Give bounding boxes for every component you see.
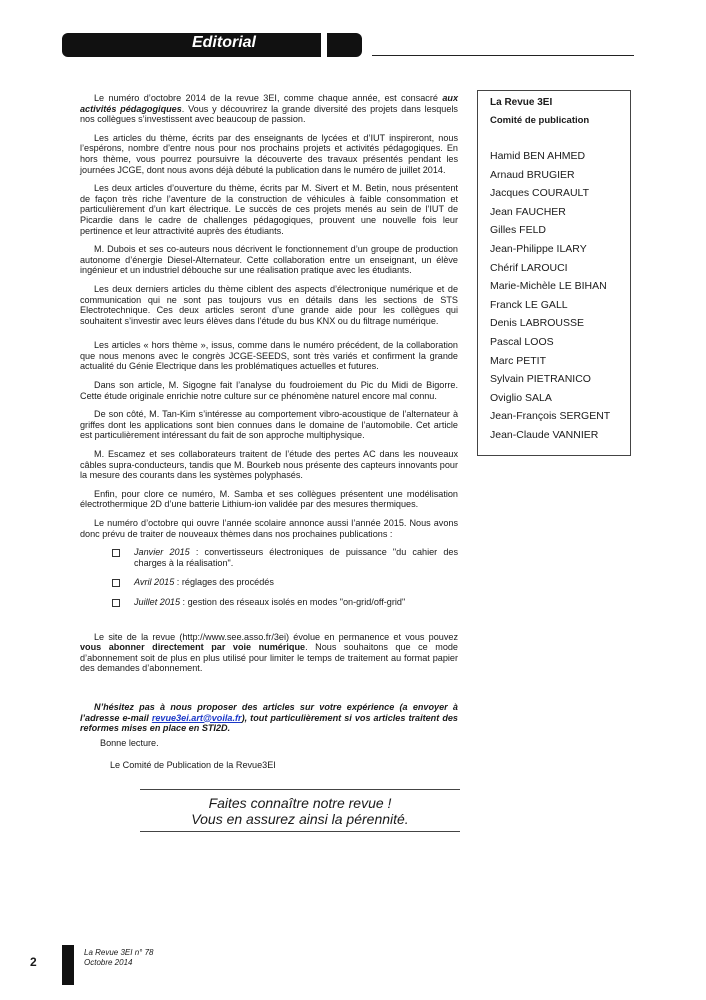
paragraph: Le numéro d’octobre qui ouvre l’année scolaire annonce aussi l’année 2015. Nous avons donc prévu de traiter de nouveaux thèmes dans nos prochaines publications : bbox=[80, 518, 458, 539]
slogan-rule-bottom bbox=[140, 831, 460, 832]
paragraph: Les deux derniers articles du thème ciblent des aspects d’électronique numérique et de communication qui ne sont pas toujours vus en détails dans les sections de STS Electrotechnique. Ces deux articles seront d’une grande aide pour les collègues qui souhaitent s’investir avec leurs élèves dans l’étude du bus KNX ou du filtrage numérique. bbox=[80, 283, 458, 326]
committee-member: Marc PETIT bbox=[490, 354, 547, 367]
email-link[interactable]: revue3ei.art@voila.fr bbox=[151, 712, 242, 723]
committee-member: Chérif LAROUCI bbox=[490, 261, 568, 274]
committee-member: Pascal LOOS bbox=[490, 335, 554, 348]
sidebar-title: La Revue 3EI bbox=[490, 97, 553, 108]
paragraph-subscription: Le site de la revue (http://www.see.asso.fr/3ei) évolue en permanence et vous pouvez vous abonner directement par voie numérique. Nous souhaitons que ce mode d’abonnement soit de plus en plus utilisé pour limiter le temps de traitement au format papier des demandes d’abonnement. bbox=[80, 631, 458, 674]
paragraph: Les articles du thème, écrits par des enseignants de lycées et d’IUT inspireront, nous l’espérons, nombre d’entre nous pour nos prochains projets et activités pédagogiques. En hors thème, vous pourrez poursuivre la découverte des travaux présentés pendant les journées JCGE, dont nous avons déjà débuté la publication dans le numéro de juillet 2014. bbox=[80, 132, 458, 175]
list-item: Juillet 2015 : gestion des réseaux isolés en modes "on-grid/off-grid" bbox=[112, 597, 458, 608]
checkbox-bullet-icon bbox=[112, 599, 120, 607]
call-to-action: N’hésitez pas à nous proposer des articles sur votre expérience (a envoyer à l’adresse e-mail revue3ei.art@voila.fr), tout particulièrement si vos articles traitent des reformes mises en place en STI2D. bbox=[80, 701, 458, 734]
editorial-banner bbox=[62, 33, 362, 57]
committee-member: Jean FAUCHER bbox=[490, 205, 566, 218]
list-item: Avril 2015 : réglages des procédés bbox=[112, 577, 458, 588]
checkbox-bullet-icon bbox=[112, 549, 120, 557]
signature-text: Le Comité de Publication de la Revue3EI bbox=[110, 760, 276, 771]
committee-member: Jean-Claude VANNIER bbox=[490, 428, 599, 441]
committee-member: Marie-Michèle LE BIHAN bbox=[490, 280, 607, 293]
committee-member: Franck LE GALL bbox=[490, 298, 568, 311]
sidebar-subtitle: Comité de publication bbox=[490, 115, 590, 126]
paragraph: Les articles « hors thème », issus, comme dans le numéro précédent, de la collaboration que nous menons avec le congrès JCGE-SEEDS, sont très variés et confirment la grande actualité du Génie Electrique dans les problématiques actuelles et futures. bbox=[80, 340, 458, 372]
checkbox-bullet-icon bbox=[112, 579, 120, 587]
paragraph: Enfin, pour clore ce numéro, M. Samba et ses collègues présentent une modélisation électrothermique 2D d’une batterie Lithium-ion validée par des mesures thermiques. bbox=[80, 488, 458, 510]
list-item: Janvier 2015 : convertisseurs électroniques de puissance "du cahier des charges à la réalisation". bbox=[112, 547, 458, 568]
publication-committee-box bbox=[477, 90, 631, 456]
committee-list bbox=[490, 147, 610, 445]
paragraph: De son côté, M. Tan-Kim s’intéresse au comportement vibro-acoustique de l’alternateur à griffes dont les applications sont bien connues dans le domaine de l’automobile. Cet article est particulièrement intéressant du fait de son approche multiphysique. bbox=[80, 409, 458, 441]
committee-member: Hamid BEN AHMED bbox=[490, 150, 586, 162]
committee-member: Sylvain PIETRANICO bbox=[490, 373, 591, 386]
paragraph-intro: Le numéro d’octobre 2014 de la revue 3EI, comme chaque année, est consacré aux activités pédagogiques. Vous y découvrirez la grande diversité des projets dans lesquels nos collègues s’investissent avec beaucoup de passion. bbox=[80, 93, 458, 125]
committee-member: Jean-Philippe ILARY bbox=[490, 242, 587, 255]
committee-member: Arnaud BRUGIER bbox=[490, 168, 575, 181]
header-rule bbox=[372, 55, 634, 56]
footer-info: La Revue 3EI n° 78 Octobre 2014 bbox=[84, 948, 154, 967]
slogan-rule-top bbox=[140, 789, 460, 790]
committee-member: Gilles FELD bbox=[490, 224, 547, 237]
page-number: 2 bbox=[30, 955, 37, 969]
editorial-body bbox=[80, 93, 458, 771]
page-title: Editorial bbox=[191, 34, 256, 51]
committee-member: Denis LABROUSSE bbox=[490, 317, 584, 330]
paragraph: Les deux articles d’ouverture du thème, écrits par M. Sivert et M. Betin, nous présentent de façon très riche l’aventure de la construction de véhicules à faible consommation et particulièrement d’un kart électrique. Le succès de ces projets menés au sein de l’IUT de Picardie dans le cadre de challenges pédagogiques, prouvent une nouvelle fois leur pertinence et leur attractivité auprès des étudiants. bbox=[80, 183, 458, 236]
paragraph: M. Escamez et ses collaborateurs traitent de l’étude des pertes AC dans les nouveaux câbles supra-conducteurs, tandis que M. Bourkeb nous présente des capteurs innovants pour la mesure des courants dans les systèmes polyphasés. bbox=[80, 449, 458, 481]
committee-member: Oviglio SALA bbox=[490, 391, 552, 404]
paragraph: Dans son article, M. Sigogne fait l’analyse du foudroiement du Pic du Midi de Bigorre. Cette étude originale enrichie notre culture sur ce phénomène naturel encore mal connu. bbox=[80, 380, 458, 401]
closing-text: Bonne lecture. bbox=[100, 737, 159, 748]
paragraph: M. Dubois et ses co-auteurs nous décrivent le fonctionnement d’un groupe de production autonome d’énergie Diesel-Alternateur. Cette collaboration entre un enseignant, un élève ingénieur et un industriel débouche sur une réalisation pratique avec les étudiants. bbox=[80, 244, 458, 276]
committee-member: Jean-François SERGENT bbox=[490, 410, 611, 423]
committee-member: Jacques COURAULT bbox=[490, 187, 590, 200]
slogan: Faites connaître notre revue ! Vous en assurez ainsi la pérennité. bbox=[191, 795, 409, 827]
footer-bar bbox=[62, 945, 74, 985]
banner-notch bbox=[321, 33, 327, 57]
